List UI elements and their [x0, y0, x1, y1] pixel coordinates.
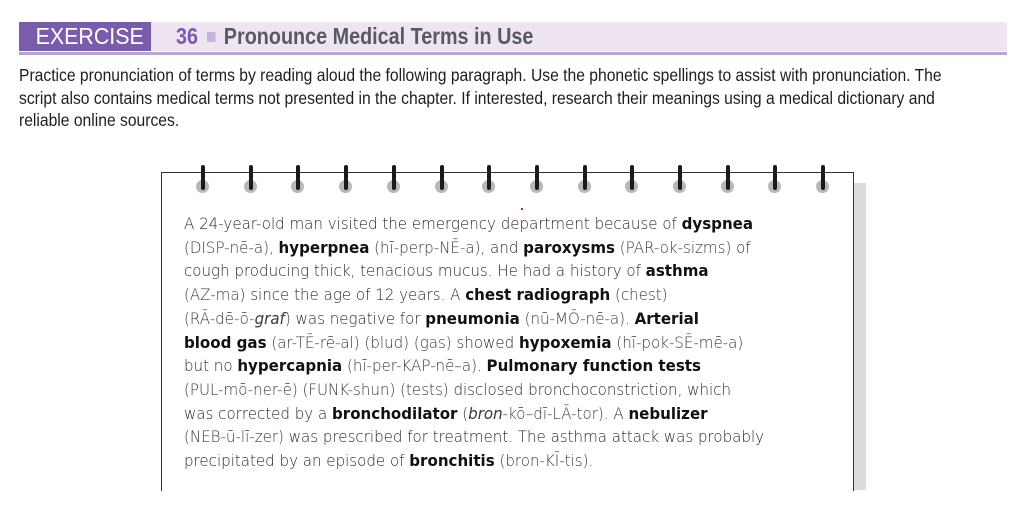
paragraph-line	[184, 378, 891, 402]
paragraph-line	[184, 449, 891, 473]
instructions-line: reliable online sources.	[19, 110, 180, 130]
ring-wire	[344, 165, 348, 190]
paragraph-text: A 24-year-old man visited the emergency department because of	[184, 214, 682, 233]
paragraph-text: .	[476, 356, 487, 376]
spiral-ring-icon	[387, 165, 401, 195]
spiral-ring-icon	[673, 165, 687, 195]
paragraph-text: . A	[603, 403, 629, 423]
ring-wire	[726, 165, 730, 190]
paragraph-text: but no	[184, 356, 238, 376]
pronunciation: (	[457, 403, 469, 423]
medical-term: Pulmonary function tests	[486, 356, 701, 376]
pronunciation: (ar-TĒ-rē-al) (blud) (gas)	[266, 332, 452, 352]
red-dot-mark	[521, 208, 523, 210]
medical-term: dyspnea	[681, 214, 754, 233]
instructions-text	[19, 64, 1004, 132]
medical-term: hypoxemia	[518, 332, 612, 352]
paragraph-text: of	[731, 237, 751, 257]
paragraph-text: was negative for	[290, 308, 426, 328]
pronunciation: (NEB-ū-lī-zer)	[184, 427, 284, 447]
ring-wire	[630, 165, 634, 190]
instructions-line: Practice pronunciation of terms by reading aloud the following paragraph. Use the phonetic spellings to assist with pronunciation. The	[19, 65, 942, 85]
pronunciation: (bron-KĪ-tis)	[494, 451, 589, 471]
ring-wire	[535, 165, 539, 190]
ring-wire	[487, 165, 491, 190]
ring-wire	[678, 165, 682, 190]
spiral-ring-icon	[578, 165, 592, 195]
paragraph-line	[184, 402, 891, 426]
spiral-ring-icon	[435, 165, 449, 195]
medical-term: Arterial	[634, 308, 699, 328]
paragraph-line	[184, 283, 891, 307]
exercise-title: Pronounce Medical Terms in Use	[223, 23, 534, 49]
paragraph-text: .	[588, 451, 594, 471]
paragraph-line	[184, 354, 891, 378]
pronunciation: (DISP-nē-a),	[184, 237, 279, 257]
pronunciation: )	[284, 308, 291, 328]
spiral-ring-icon	[721, 165, 735, 195]
paragraph-line	[184, 425, 891, 449]
paragraph-text: was corrected by a	[184, 403, 333, 423]
instructions-line: script also contains medical terms not presented in the chapter. If interested, research their meanings using a medical dictionary and	[19, 87, 935, 108]
medical-term: pneumonia	[425, 308, 520, 328]
paragraph-text: , and	[480, 237, 524, 257]
pronunciation: (nū-MŌ-nē-a)	[519, 308, 625, 328]
spiral-ring-icon	[196, 165, 210, 195]
spiral-ring-icon	[482, 165, 496, 195]
spiral-ring-icon	[291, 165, 305, 195]
ring-wire	[296, 165, 300, 190]
paragraph-line	[184, 259, 891, 283]
ring-wire	[249, 165, 253, 190]
ring-wire	[583, 165, 587, 190]
paragraph-text: .	[624, 308, 635, 328]
ring-wire	[392, 165, 396, 190]
pronunciation: (hī-per-KAP-nē–a)	[342, 356, 477, 376]
paragraph-text: disclosed bronchoconstriction, which	[448, 379, 732, 399]
ring-wire	[440, 165, 444, 190]
pronunciation: -kō–dī-LĀ-tor)	[502, 403, 604, 423]
medical-term: asthma	[645, 261, 709, 281]
paragraph-line	[184, 236, 891, 260]
spiral-ring-icon	[244, 165, 258, 195]
paragraph-line	[184, 307, 891, 331]
pronunciation: (chest)	[610, 285, 668, 305]
pronunciation: (hī-perp-NĒ-a)	[369, 237, 481, 257]
spiral-ring-icon	[625, 165, 639, 195]
medical-term: hyperpnea	[278, 237, 370, 257]
spiral-ring-icon	[530, 165, 544, 195]
ring-wire	[773, 165, 777, 190]
paragraph-text: precipitated by an episode of	[184, 451, 410, 471]
pronunciation-italic: bron	[468, 403, 503, 423]
medical-term: nebulizer	[628, 403, 708, 423]
header-underline	[19, 52, 1007, 55]
pronunciation: (PUL-mō-ner-ē) (FUNK-shun) (tests)	[184, 379, 449, 399]
ring-wire	[201, 165, 205, 190]
paragraph-text: was prescribed for treatment. The asthma attack was probably	[283, 427, 765, 447]
exercise-heading	[176, 22, 533, 51]
pronunciation-italic: graf	[254, 308, 285, 328]
medical-term: chest radiograph	[465, 285, 611, 305]
paragraph-text: since the age of 12 years. A	[245, 285, 466, 305]
pronunciation: (hī-pok-SĒ-mē-a)	[611, 332, 744, 352]
paragraph-line	[184, 331, 891, 355]
paragraph-text: showed	[451, 332, 519, 352]
paragraph-text: cough producing thick, tenacious mucus. He had a history of	[184, 261, 646, 281]
exercise-badge	[19, 22, 151, 51]
medical-paragraph	[184, 212, 891, 473]
spiral-ring-icon	[768, 165, 782, 195]
spiral-ring-icon	[339, 165, 353, 195]
medical-term: paroxysms	[523, 237, 616, 257]
medical-term: blood gas	[184, 332, 267, 352]
exercise-number: 36	[176, 23, 199, 49]
exercise-badge-label: EXERCISE	[35, 23, 144, 49]
pronunciation: (RĀ-dē-ō-	[184, 308, 255, 328]
medical-term: bronchodilator	[332, 403, 458, 423]
pronunciation: (AZ-ma)	[184, 285, 246, 305]
pronunciation: (PAR-ok-sizms)	[615, 237, 732, 257]
square-bullet-icon	[207, 32, 216, 42]
ring-wire	[821, 165, 825, 190]
spiral-ring-icon	[816, 165, 830, 195]
medical-term: bronchitis	[409, 451, 495, 471]
paragraph-line	[184, 212, 891, 236]
medical-term: hypercapnia	[237, 356, 343, 376]
